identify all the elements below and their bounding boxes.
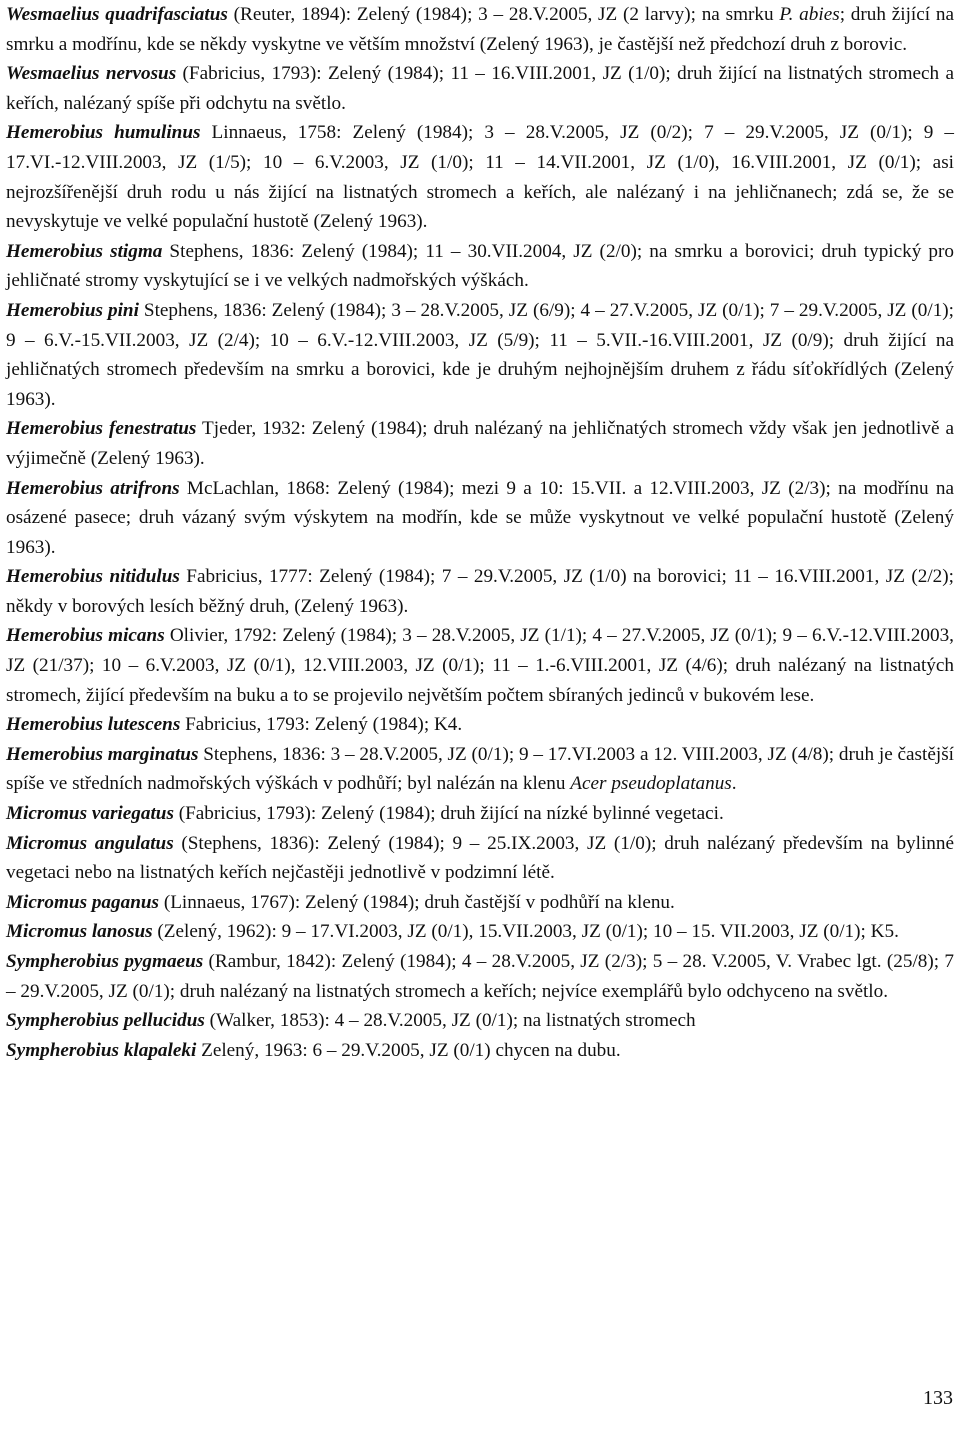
species-name: Hemerobius pini [6,299,139,321]
species-name: Wesmaelius quadrifasciatus [6,4,228,25]
entry-text-cont: ; druh žijící na smrku a modřínu, kde se někdy vyskytne ve větším množství (Zelený 1963), je častější než předchozí druh z borovic. [6,4,954,55]
species-name: Hemerobius nitidulus [6,566,180,588]
entry-text: (Fabricius, 1793): Zelený (1984); druh žijící na nízké bylinné vegetaci. [173,803,724,825]
species-entry [6,947,954,1006]
entry-text: Fabricius, 1777: Zelený (1984); 7 – 29.V.2005, JZ (1/0) na borovici; 11 – 16.VIII.2001, JZ (2/2); někdy v borových lesích běžný druh, (Zelený 1963). [6,566,954,617]
species-name: Hemerobius micans [6,625,165,647]
italic-term: P. abies [779,4,840,25]
species-name: Sympherobius pellucidus [6,1010,205,1032]
species-name: Micromus angulatus [6,832,174,854]
species-entry [6,474,954,563]
species-entry [6,1006,954,1036]
document-body [6,0,954,1065]
entry-text: Olivier, 1792: Zelený (1984); 3 – 28.V.2005, JZ (1/1); 4 – 27.V.2005, JZ (0/1); 9 – 6.V.-12.VIII.2003, JZ (21/37); 10 – 6.V.2003, JZ (0/1), 12.VIII.2003, JZ (0/1); 11 – 1.-6.VIII.2001, JZ (4/6); druh nalézaný na listnatých stromech, žijící především na buku a to se projevilo největším počtem sbíraných jedinců v bukovém lese. [6,625,954,706]
species-entry [6,414,954,473]
entry-text: (Fabricius, 1793): Zelený (1984); 11 – 16.VIII.2001, JZ (1/0); druh žijící na listnatých stromech a keřích, nalézaný spíše při odchytu na světlo. [6,63,954,114]
entry-text: Tjeder, 1932: Zelený (1984); druh nalézaný na jehličnatých stromech vždy však jen jednotlivě a výjimečně (Zelený 1963). [6,418,954,469]
entry-text: Fabricius, 1793: Zelený (1984); K4. [180,714,463,736]
entry-text: Stephens, 1836: 3 – 28.V.2005, JZ (0/1); 9 – 17.VI.2003 a 12. VIII.2003, JZ (4/8); druh je častější spíše ve středních nadmořských výškách v podhůří; byl nalézán na klenu [6,743,954,795]
species-name: Wesmaelius nervosus [6,63,177,85]
species-entry [6,621,954,710]
species-name: Micromus variegatus [6,803,174,825]
species-name: Sympherobius pygmaeus [6,951,204,972]
species-name: Hemerobius humulinus [6,122,201,144]
entry-text: Zelený, 1963: 6 – 29.V.2005, JZ (0/1) chycen na dubu. [196,1039,621,1061]
species-entry [6,296,954,414]
species-entry [6,237,954,296]
species-entry [6,59,954,118]
species-name: Hemerobius lutescens [6,714,181,736]
entry-text: Stephens, 1836: Zelený (1984); 11 – 30.VII.2004, JZ (2/0); na smrku a borovici; druh typický pro jehličnaté stromy vyskytující se i ve velkých nadmořských výškách. [6,240,955,292]
page-number: 133 [923,1387,953,1409]
species-entry [6,562,954,621]
species-name: Hemerobius fenestratus [6,418,197,440]
species-entry [6,740,954,799]
entry-text: Linnaeus, 1758: Zelený (1984); 3 – 28.V.2005, JZ (0/2); 7 – 29.V.2005, JZ (0/1); 9 – 17.VI.-12.VIII.2003, JZ (1/5); 10 – 6.V.2003, JZ (1/0); 11 – 14.VII.2001, JZ (1/0), 16.VIII.2001, JZ (0/1); asi nejrozšířenější druh rodu u nás žijící na listnatých stromech a keřích, ale nalézaný i na jehličnanech; zdá se, že se nevyskytuje ve velké populační hustotě (Zelený 1963). [6,122,954,233]
entry-text-cont: . [731,773,737,795]
species-name: Hemerobius stigma [6,240,163,262]
species-entry [6,1036,954,1066]
species-entry [6,888,954,918]
entry-text: (Zelený, 1962): 9 – 17.VI.2003, JZ (0/1), 15.VII.2003, JZ (0/1); 10 – 15. VII.2003, JZ (0/1); K5. [152,921,899,943]
species-name: Hemerobius atrifrons [6,477,180,499]
entry-text: Stephens, 1836: Zelený (1984); 3 – 28.V.2005, JZ (6/9); 4 – 27.V.2005, JZ (0/1); 7 – 29.V.2005, JZ (0/1); 9 – 6.V.-15.VII.2003, JZ (2/4); 10 – 6.V.-12.VIII.2003, JZ (5/9); 11 – 5.VII.-16.VIII.2001, JZ (0/9); druh žijící na jehličnatých stromech především na smrku a borovici, kde je druhým nejhojnějším druhem z řádu síťokřídlých (Zelený 1963). [6,299,955,410]
species-name: Micromus lanosus [6,921,153,943]
italic-term: Acer pseudoplatanus [570,773,732,795]
entry-text: (Rambur, 1842): Zelený (1984); 4 – 28.V.2005, JZ (2/3); 5 – 28. V.2005, V. Vrabec lgt. (25/8); 7 – 29.V.2005, JZ (0/1); druh nalézaný na listnatých stromech a keřích; nejvíce exemplářů bylo odchyceno na světlo. [6,951,954,1002]
entry-text: (Reuter, 1894): Zelený (1984); 3 – 28.V.2005, JZ (2 larvy); na smrku [227,4,780,25]
species-entry [6,799,954,829]
entry-text: (Linnaeus, 1767): Zelený (1984); druh častější v podhůří na klenu. [159,891,675,913]
species-name: Micromus paganus [6,891,160,913]
species-entry [6,829,954,888]
species-entry [6,710,954,740]
species-name: Hemerobius marginatus [6,743,199,765]
species-entry [6,917,954,947]
entry-text: (Walker, 1853): 4 – 28.V.2005, JZ (0/1); na listnatých stromech [204,1010,696,1032]
species-entry [6,0,954,59]
entry-text: McLachlan, 1868: Zelený (1984); mezi 9 a 10: 15.VII. a 12.VIII.2003, JZ (2/3); na modřínu na osázené pasece; druh vázaný svým výskytem na modřín, kde se může vyskytnout ve velké populační hustotě (Zelený 1963). [6,477,954,558]
species-entry [6,118,954,236]
species-name: Sympherobius klapaleki [6,1039,197,1061]
entry-text: (Stephens, 1836): Zelený (1984); 9 – 25.IX.2003, JZ (1/0); druh nalézaný především na bylinné vegetaci nebo na listnatých keřích nejčastěji jednotlivě v podzimní létě. [6,832,954,884]
